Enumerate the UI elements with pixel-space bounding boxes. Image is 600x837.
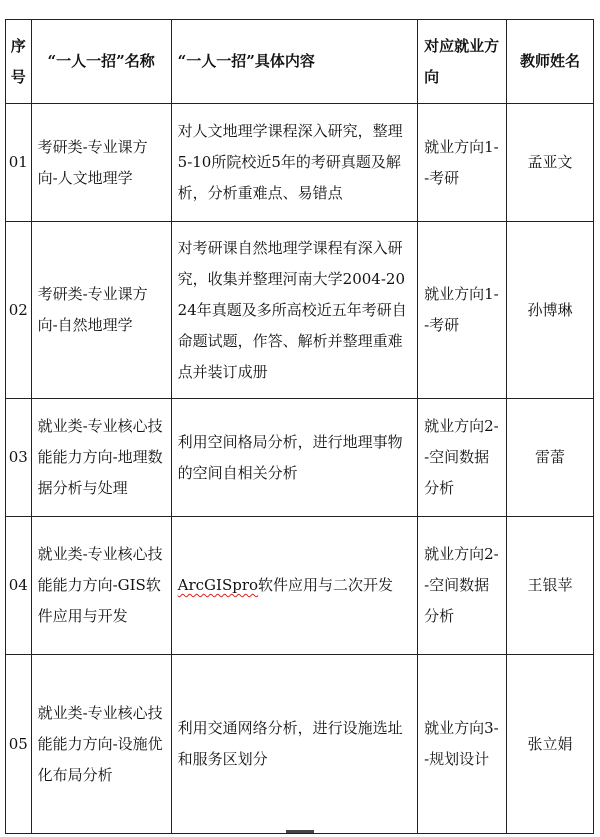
header-no: 序号 — [6, 20, 32, 104]
row-name: 就业类-专业核心技能能力方向-地理数据分析与处理 — [31, 399, 171, 517]
row-no: 02 — [6, 222, 32, 399]
table-row — [6, 399, 594, 517]
row-content: 对考研课自然地理学课程有深入研究，收集并整理河南大学2004-2024年真题及多所高校近五年考研自命题试题，作答、解析并整理重难点并装订成册 — [171, 222, 417, 399]
row-direction: 就业方向2--空间数据分析 — [418, 399, 507, 517]
row-direction: 就业方向1--考研 — [418, 222, 507, 399]
table-header-row — [6, 20, 594, 104]
table-row — [6, 655, 594, 834]
page-edge-mark — [286, 830, 314, 833]
header-content: “一人一招”具体内容 — [171, 20, 417, 104]
row-content — [171, 517, 417, 655]
row-direction: 就业方向3--规划设计 — [418, 655, 507, 834]
row-teacher: 王银苹 — [507, 517, 594, 655]
row-teacher: 张立娟 — [507, 655, 594, 834]
row-content: 利用交通网络分析，进行设施选址和服务区划分 — [171, 655, 417, 834]
header-direction: 对应就业方向 — [418, 20, 507, 104]
row-content-rest: 软件应用与二次开发 — [258, 576, 394, 594]
row-direction: 就业方向1--考研 — [418, 104, 507, 222]
header-name: “一人一招”名称 — [31, 20, 171, 104]
row-teacher: 孟亚文 — [507, 104, 594, 222]
table-row — [6, 222, 594, 399]
row-name: 考研类-专业课方向-自然地理学 — [31, 222, 171, 399]
row-no: 04 — [6, 517, 32, 655]
row-teacher: 雷蕾 — [507, 399, 594, 517]
table-row — [6, 517, 594, 655]
row-teacher: 孙博琳 — [507, 222, 594, 399]
row-no: 05 — [6, 655, 32, 834]
row-content: 对人文地理学课程深入研究，整理5-10所院校近5年的考研真题及解析，分析重难点、易错点 — [171, 104, 417, 222]
row-direction: 就业方向2--空间数据分析 — [418, 517, 507, 655]
row-content-software: ArcGISpro — [177, 576, 259, 594]
row-name: 就业类-专业核心技能能力方向-设施优化布局分析 — [31, 655, 171, 834]
header-teacher: 教师姓名 — [507, 20, 594, 104]
table-row — [6, 104, 594, 222]
row-content: 利用空间格局分析，进行地理事物的空间自相关分析 — [171, 399, 417, 517]
row-no: 03 — [6, 399, 32, 517]
row-name: 考研类-专业课方向-人文地理学 — [31, 104, 171, 222]
row-no: 01 — [6, 104, 32, 222]
row-name: 就业类-专业核心技能能力方向-GIS软件应用与开发 — [31, 517, 171, 655]
plan-table — [5, 19, 594, 834]
